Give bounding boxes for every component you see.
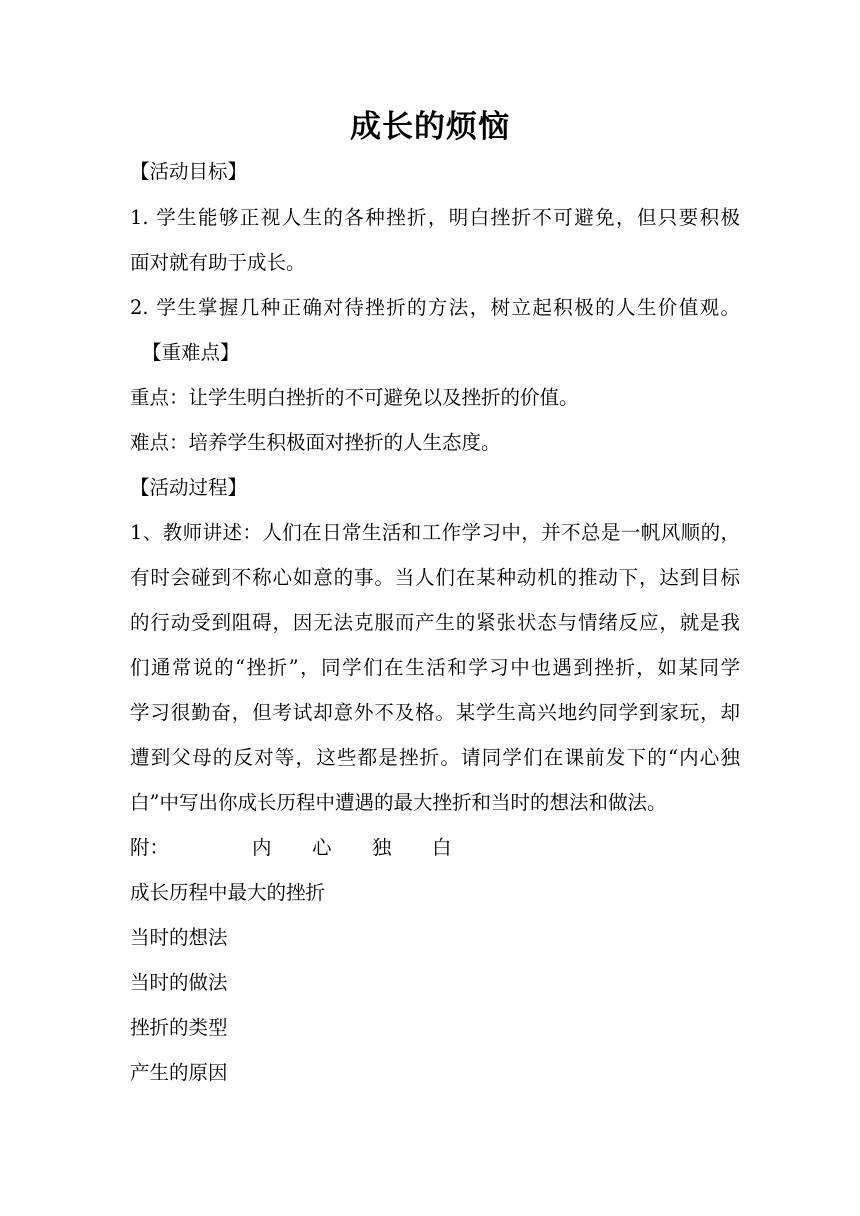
paragraph-line: 遭到父母的反对等，这些都是挫折。请同学们在课前发下的“内心独 (130, 746, 740, 769)
paragraph-line: 重点：让学生明白挫折的不可避免以及挫折的价值。 (130, 386, 579, 409)
form-item: 产生的原因 (130, 1061, 228, 1084)
appendix-line (130, 834, 740, 862)
paragraph-line: 面对就有助于成长。 (130, 251, 306, 274)
paragraph-line: 2. 学生掌握几种正确对待挫折的方法，树立起积极的人生价值观。 (130, 296, 740, 319)
appendix-char: 独 (372, 836, 392, 859)
document-title: 成长的烦恼 (350, 109, 510, 145)
form-item: 挫折的类型 (130, 1016, 228, 1039)
paragraph-line: 们通常说的“挫折”，同学们在生活和学习中也遇到挫折，如某同学 (130, 656, 740, 679)
paragraph-line: 难点：培养学生积极面对挫折的人生态度。 (130, 431, 501, 454)
paragraph-line: 学习很勤奋，但考试却意外不及格。某学生高兴地约同学到家玩，却 (130, 701, 740, 724)
paragraph-line: 有时会碰到不称心如意的事。当人们在某种动机的推动下，达到目标 (130, 566, 740, 589)
appendix-char: 白 (432, 836, 452, 859)
appendix-label: 附： (130, 836, 170, 859)
paragraph-line: 白”中写出你成长历程中遭遇的最大挫折和当时的想法和做法。 (130, 791, 667, 814)
section-heading-activity-goals: 【活动目标】 (130, 160, 248, 183)
paragraph-line: 1、教师讲述：人们在日常生活和工作学习中，并不总是一帆风顺的， (130, 521, 740, 544)
appendix-char: 心 (312, 836, 332, 859)
section-heading-key-points: 【重难点】 (142, 341, 240, 364)
appendix-char: 内 (252, 836, 272, 859)
form-item: 当时的做法 (130, 971, 228, 994)
form-item: 当时的想法 (130, 926, 228, 949)
paragraph-line: 的行动受到阻碍，因无法克服而产生的紧张状态与情绪反应，就是我 (130, 611, 740, 634)
form-item: 成长历程中最大的挫折 (130, 881, 326, 904)
paragraph-line: 1. 学生能够正视人生的各种挫折，明白挫折不可避免，但只要积极 (130, 206, 740, 229)
section-heading-activity-process: 【活动过程】 (130, 476, 248, 499)
